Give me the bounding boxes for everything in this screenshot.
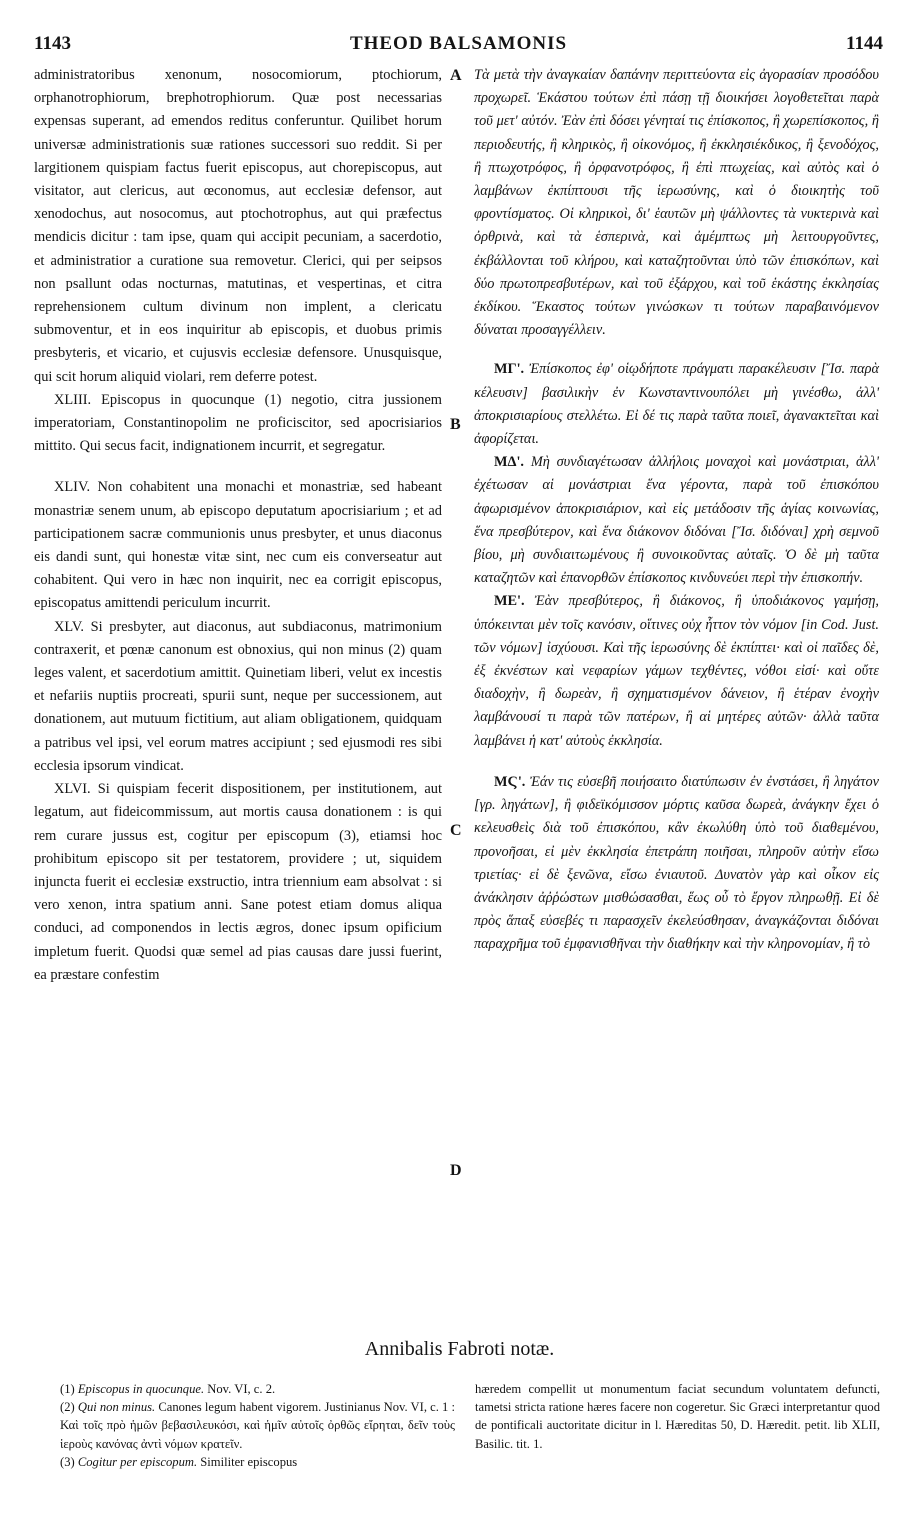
section-marker-b: B	[450, 416, 461, 433]
notes-left-column	[60, 1380, 455, 1471]
note-3-continuation: hæredem compellit ut monumentum faciat secundum voluntatem defuncti, tametsi stricta ratione hæres facere non cogeretur. Sic Græci interpretantur quod de pontificali auctoritate dicitur in l. Hæreditas 50, D. Hæredit. petit. lib XLII, Basilic. tit. 1.	[475, 1382, 880, 1451]
latin-column	[34, 64, 442, 987]
note-1	[60, 1380, 455, 1398]
note-1-text: Nov. VI, c. 2.	[207, 1382, 276, 1396]
note-2-text: Canones legum habent vigorem. Justinianus Nov. VI, c. 1 : Καὶ τοῖς πρὸ ἡμῶν βεβασιλευκόσι, καὶ ἡμῖν αὐτοῖς ὀρθῶς εἴρηται, δεῖν τοὺς ἱεροὺς κανόνας ἀντὶ νόμων κρατεῖν.	[60, 1400, 455, 1451]
note-3-text: Similiter episcopus	[200, 1454, 298, 1469]
note-2	[60, 1398, 455, 1453]
greek-intro: Τὰ μετὰ τὴν ἀναγκαίαν δαπάνην περιττεύοντα εἰς ἀγορασίαν προσόδου προχωρεῖ. Ἑκάστου τούτων ἐπὶ πάσῃ τῇ διοικήσει λογοθετεῖται παρὰ τοῦ μετ' αὐτόν. Ἐὰν ἐπὶ δόσει γένηταί τις ἐπίσκοπος, ἢ χωρεπίσκοπος, ἢ περιοδευτής, ἢ κληρικὸς, ἢ οἰκονόμος, ἢ ἐκκλησιέκδικος, ἢ ξενοδόχος, ἢ πτωχοτρόφος, ἢ ὀρφανοτρόφος, ἢ ἐπὶ πτωχείας, καὶ αὐτὸς καὶ ὁ λαμβάνων ἐκπίπτουσι τῆς ἱερωσύνης, καὶ ὁ διοικητὴς τοῦ φροντίσματος. Οἱ κληρικοὶ, δι' ἑαυτῶν μὴ ψάλλοντες τὰ νυκτερινὰ καὶ ὀρθρινὰ, καὶ τὰ ἑσπερινὰ, καὶ ἀμέμπτως μὴ λειτουργοῦντες, ἐκβάλλονται τοῦ κλήρου, καὶ καταζητοῦνται ὑπὸ τῶν ἐπισκόπων, καὶ δύο πρωτοπρεσβυτέρων, καὶ τοῦ ἐξάρχου, καὶ τοῦ ἑκάστης ἐκκλησίας ἐκδίκου. Ἕκαστος τούτων γινώσκων τι τούτων παραβαινόμενον δύναται προσαγγέλλειν.	[474, 67, 879, 339]
greek-chapter-45-text: Ἐὰν πρεσβύτερος, ἢ διάκονος, ἢ ὑποδιάκονος γαμήσῃ, ὑπόκεινται μὲν τοῖς κανόσιν, οἵτινες οὐχ ἧττον τὸν νόμον [in Cod. Just. τῶν νόμων] ἰσχύουσι. Καὶ τῆς ἱερωσύνης δὲ ἐκπίπτει· καὶ οἱ παῖδες δὲ, ἐξ ἐκνέστων καὶ νεφαρίων γάμων τεχθέντες, νόθοι εἰσί· καὶ οὔτε διαδοχὴν, ἢ δωρεὰν, ἢ σχηματισμένον δάνειον, ἢ ἑτέραν ἐνοχὴν λαμβάνουσί τι παρὰ τῶν πατέρων, ἢ αἱ μητέρες αὐτῶν· ἀλλὰ ταῦτα λαμβάνει ἡ κατ' αὐτοὺς ἐκκλησία.	[474, 593, 879, 749]
page-number-left: 1143	[34, 33, 71, 54]
greek-chapter-44-text: Μὴ συνδιαγέτωσαν ἀλλήλοις μοναχοὶ καὶ μονάστριαι, ἀλλ' ἐχέτωσαν αἱ μονάστριαι ἕνα γέροντα, παρὰ τοῦ ἐπισκόπου ἀφωρισμένον ἀποκρισιάριον, καὶ εἰς μετάδοσιν τῆς ἁγίας κοινωνίας, ἕνα πρεσβύτερον, καὶ ἕνα διάκονον διδόναι [Ἴσ. διδόναι] χρὴ σεμνοῦ βίου, μὴ συνδιαιτωμένους ἢ συνοικοῦντας αὐταῖς. Ὁ δὲ μὴ ταῦτα καταζητῶν καὶ ἐπανορθῶν ἐπίσκοπος κινδυνεύει περὶ τὴν ἐπισκοπήν.	[474, 454, 879, 587]
latin-chapter-43: XLIII. Episcopus in quocunque (1) negotio, citra jussionem imperatoriam, Constantinopolim ne proficiscitor, sed apocrisiarios mittito. Qui secus facit, indignationem incurrit, et segregatur.	[34, 391, 442, 455]
greek-chapter-43-text: Ἐπίσκοπος ἐφ' οἱῳδήποτε πράγματι παρακέλευσιν [Ἴσ. παρὰ κέλευσιν] βασιλικὴν ἐν Κωνσταντινουπόλει μὴ γινέσθω, ἀλλ' ἀποκρισιαρίους στελλέτω. Εἰ δέ τις παρὰ ταῦτα ποιεῖ, ἀγανακτεῖται καὶ ἀφορίζεται.	[474, 361, 879, 448]
greek-chapter-46	[474, 771, 879, 957]
running-title: THEOD BALSAMONIS	[349, 33, 568, 54]
note-1-label: (1)	[60, 1382, 75, 1396]
greek-chapter-44	[474, 451, 879, 590]
note-1-lemma: Episcopus in quocunque.	[77, 1382, 205, 1396]
page-header	[34, 30, 883, 60]
greek-chapter-44-number: ΜΔ'.	[494, 454, 525, 471]
greek-chapter-45-number: ΜΕ'.	[494, 593, 525, 610]
latin-intro: administratoribus xenonum, nosocomiorum, ptochiorum, orphanotrophiorum, brephotrophiorum. Quæ post necessarias expensas superant, ad emendos reditus conferuntur. Quilibet horum universæ administrationis suæ rationes successori suo reddit. Si per largitionem quispiam factus fuerit episcopus, aut chorepiscopus, aut visitator, aut clericus, aut œconomus, aut ecclesiæ defensor, aut xenodochus, aut nosocomus, aut ptochotrophus, aut qui præfectus mendicis dicitur : tam ipse, quam qui accipit pecuniam, a sacerdotio, et administratior a curatione sua removetur. Clerici, qui per seipsos non psallunt odas nocturnas, matutinas, et vespertinas, et citra reprehensionem cultum divinum non implent, a clericatu submoventur, et in eos inquiritur ab episcopis, et duobus primis presbyteris, et vicario, et cujusvis ecclesiæ defensore. Unusquisque, qui scit horum aliquid violari, rem deferre potest.	[34, 67, 442, 385]
notes-right-column	[475, 1380, 880, 1453]
section-marker-a: A	[450, 67, 462, 84]
note-2-lemma: Qui non minus.	[77, 1400, 156, 1415]
notes-heading: Annibalis Fabroti notæ.	[364, 1338, 555, 1360]
section-marker-c: C	[450, 822, 462, 839]
note-3	[60, 1453, 455, 1471]
greek-chapter-46-number: ΜϚ'.	[494, 773, 526, 790]
page-number-right: 1144	[846, 33, 883, 54]
note-2-label: (2)	[60, 1400, 75, 1415]
section-marker-d: D	[450, 1162, 462, 1179]
note-3-lemma: Cogitur per episcopum.	[77, 1454, 198, 1469]
greek-chapter-46-text: Ἐάν τις εὐσεβῆ ποιήσαιτο διατύπωσιν ἐν ἐνστάσει, ἢ ληγάτον [γρ. ληγάτων], ἢ φιδεϊκόμισσον μόρτις καῦσα δωρεὰ, ἀνάγκην ἔχει ὁ κελευσθεὶς διὰ τοῦ ἐπισκόπου, κἂν ἐκωλύθη ὑπὸ τοῦ διαθεμένου, προνοῆσαι, εἰ μὲν ἐκκλησία ἐπετράπη ποιῆσαι, πληροῦν αὐτὴν εἴσω τριετίας· εἰ δὲ ξενῶνα, εἴσω ἐνιαυτοῦ. Δυνατὸν γὰρ καὶ οἶκον εἰς ἀνάκλησιν ἀῤῥώστων μισθώσασθαι, ἕως οὗ τὸ ἔργον πληρωθῇ. Εἰ δὲ πρὸς ἅπαξ εὐσεβές τι παρασχεῖν ἐκελεύσθησαν, ἀναγκάζονται διδόναι παραχρῆμα τοῦ ἐμφανισθῆναι τὴν διαθήκην καὶ τὴν κληρονομίαν, ἢ τὸ	[474, 773, 879, 953]
note-3-label: (3)	[60, 1454, 75, 1469]
greek-chapter-43	[474, 358, 879, 451]
greek-chapter-45	[474, 590, 879, 752]
greek-column	[474, 64, 879, 957]
greek-chapter-43-number: ΜΓ'.	[494, 361, 525, 378]
latin-chapter-46: XLVI. Si quispiam fecerit dispositionem, per institutionem, aut legatum, aut fideicommissum, aut mortis causa donationem : is qui rem curare jussus est, cogitur per episcopum (3), etiamsi hoc prohibitum episcopo sit per testatorem, providere ; ut, siquidem injuncta fuerit ei ecclesiæ exstructio, intra triennium eam absolvat : si vero xenon, intra spatium anni. Sane potest etiam domus aliqua conduci, ad componendos in lectis ægros, donec ipsum opificium impletum fuerit. Quodsi quæ semel ad pias causas dare jussi fuerint, ea præstare confestim	[34, 781, 442, 983]
latin-chapter-45: XLV. Si presbyter, aut diaconus, aut subdiaconus, matrimonium contraxerit, et pœnæ canonum est obnoxius, qui non minus (2) quam leges valent, et sacerdotium amittit. Quinetiam liberi, velut ex incestis et nefariis nuptiis procreati, spurii sunt, neque per successionem, aut donationem, aut mutuum fictitium, aut aliam obligationem, quidquam a patribus vel ipsi, vel eorum matres accipiunt ; sed ejusmodi res sibi ecclesia ipsorum vindicat.	[34, 618, 442, 774]
latin-chapter-44: XLIV. Non cohabitent una monachi et monastriæ, sed habeant monastriæ senem unum, ab episcopo deputatum apocrisiarium ; et ad participationem sacræ communionis unus presbyter, et unus diaconus eis dandi sunt, qui honestæ vitæ sint, nec cum eis converseatur aut cohabitent. Qui vero in hæc non inquirit, nec ea corrigit episcopus, episcopatus amittendi periculum incurrit.	[34, 479, 442, 612]
